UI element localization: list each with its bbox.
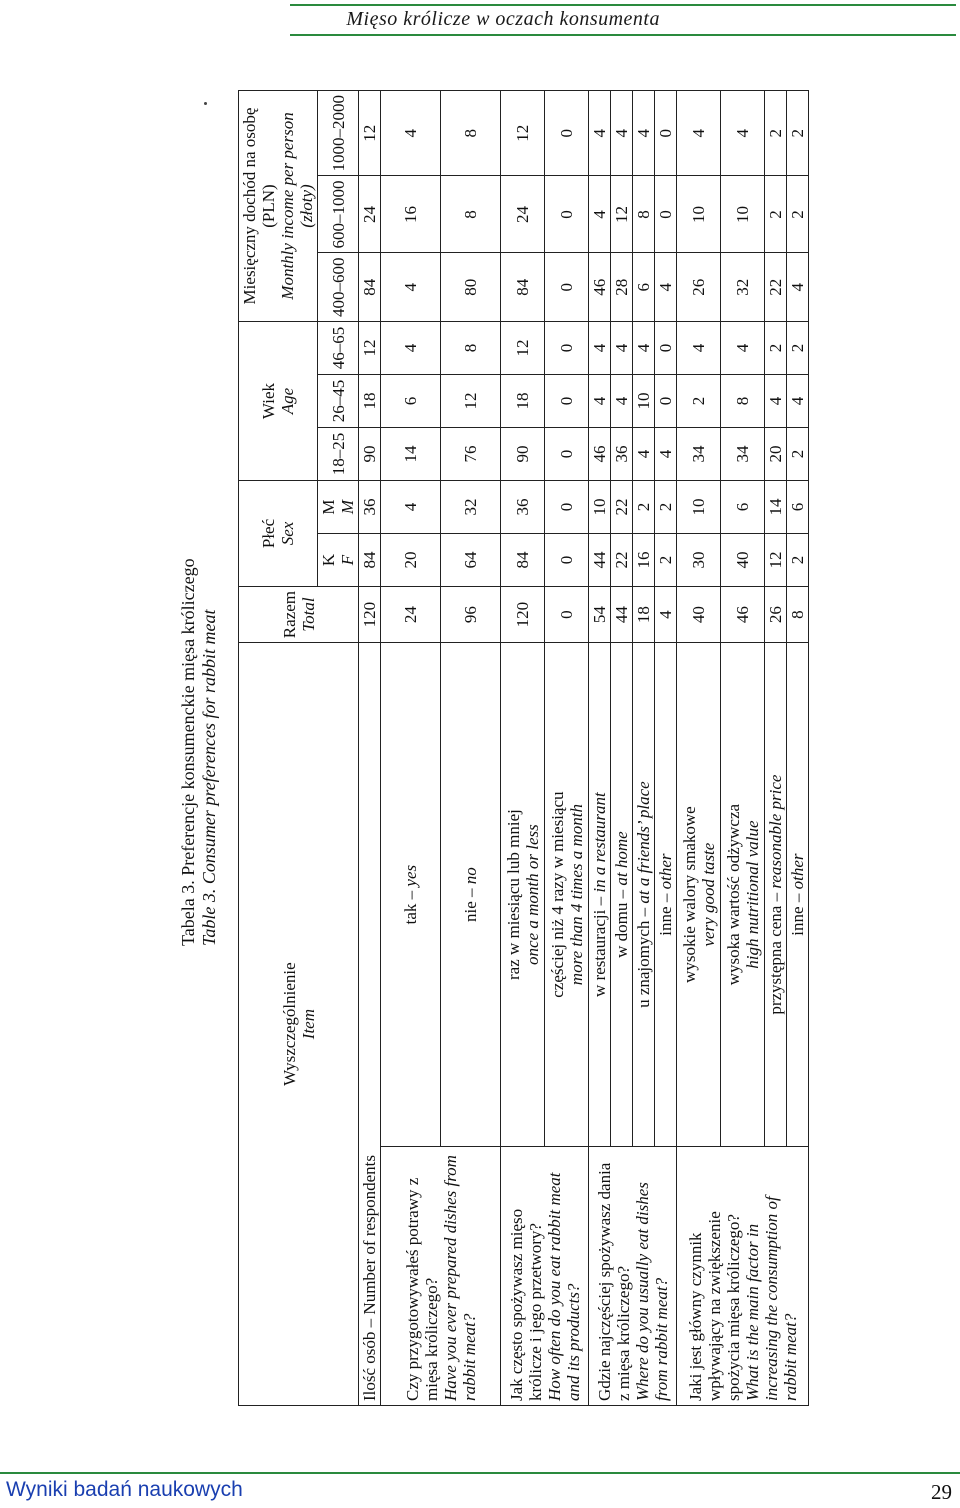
table-cell: 120 bbox=[359, 587, 381, 643]
table-cell: 14 bbox=[765, 481, 787, 534]
table-cell: 44 bbox=[589, 534, 611, 587]
table-cell: 16 bbox=[381, 176, 441, 253]
answer-pl: tak – bbox=[401, 886, 420, 925]
table-cell: 84 bbox=[501, 253, 545, 322]
question-2-en: How often do you eat rabbit meat and its products? bbox=[544, 1172, 583, 1401]
table-cell: 26 bbox=[765, 587, 787, 643]
answer-pl: w domu – bbox=[612, 885, 631, 958]
table-cell: 12 bbox=[501, 322, 545, 375]
rotated-table-region bbox=[170, 90, 807, 1406]
question-3 bbox=[589, 1147, 677, 1406]
table-cell: 36 bbox=[501, 481, 545, 534]
table-cell: 2 bbox=[787, 322, 809, 375]
table-cell: 4 bbox=[787, 253, 809, 322]
question-1 bbox=[381, 1147, 501, 1406]
table-cell: 28 bbox=[611, 253, 633, 322]
answer-label bbox=[633, 643, 655, 1147]
answer-label bbox=[589, 643, 611, 1147]
sex-m-header bbox=[318, 481, 359, 534]
table-cell: 0 bbox=[545, 428, 589, 481]
table-cell: 4 bbox=[589, 91, 611, 177]
answer-en: at home bbox=[612, 831, 631, 886]
table-cell: 4 bbox=[589, 375, 611, 428]
answer-label bbox=[677, 643, 721, 1147]
table-cell: 22 bbox=[765, 253, 787, 322]
table-cell: 44 bbox=[611, 587, 633, 643]
table-cell: 22 bbox=[611, 481, 633, 534]
table-cell: 4 bbox=[381, 481, 441, 534]
table-row bbox=[359, 91, 381, 1406]
question-4-en: What is the main factor in increasing the consumption of rabbit meat? bbox=[742, 1196, 800, 1401]
answer-pl: częściej niż 4 razy w miesiącu bbox=[547, 791, 567, 998]
table-cell: 4 bbox=[633, 428, 655, 481]
table-row bbox=[381, 91, 441, 1406]
table-cell: 0 bbox=[545, 91, 589, 177]
answer-pl: wysoka wartość odżywcza bbox=[723, 803, 743, 986]
answer-label bbox=[501, 643, 545, 1147]
table-cell: 96 bbox=[441, 587, 501, 643]
table-cell: 90 bbox=[501, 428, 545, 481]
table-cell: 4 bbox=[381, 322, 441, 375]
table-cell: 4 bbox=[611, 91, 633, 177]
page-number: 29 bbox=[931, 1480, 952, 1504]
respondents-label: Ilość osób – Number of respondents bbox=[359, 643, 381, 1406]
sex-header bbox=[239, 481, 318, 587]
table-cell: 0 bbox=[545, 253, 589, 322]
age-header-pl: Wiek bbox=[259, 382, 278, 420]
table-cell: 4 bbox=[381, 253, 441, 322]
table-cell: 120 bbox=[501, 587, 545, 643]
table-cell: 0 bbox=[545, 587, 589, 643]
answer-en: high nutritional value bbox=[742, 820, 762, 969]
table-cell: 18 bbox=[359, 375, 381, 428]
table-cell: 4 bbox=[787, 375, 809, 428]
caption-pl: Tabela 3. Preferencje konsumenckie mięsa króliczego bbox=[178, 558, 198, 946]
age-header-en: Age bbox=[278, 387, 297, 415]
answer-en: at a friends’ place bbox=[634, 781, 653, 904]
header-row-1 bbox=[239, 91, 318, 1406]
table-cell: 4 bbox=[381, 91, 441, 177]
table-cell: 4 bbox=[655, 253, 677, 322]
total-header bbox=[239, 587, 359, 643]
table-cell: 8 bbox=[721, 375, 765, 428]
answer-en: reasonable price bbox=[766, 774, 785, 889]
answer-label bbox=[441, 643, 501, 1147]
sex-m-en-label: M bbox=[338, 499, 357, 515]
item-header-en: Item bbox=[298, 1009, 318, 1040]
table-cell: 46 bbox=[589, 428, 611, 481]
table-cell: 4 bbox=[655, 587, 677, 643]
table-cell: 2 bbox=[787, 176, 809, 253]
question-3-en: Where do you usually eat dishes from rabbit meat? bbox=[632, 1182, 671, 1401]
table-cell: 4 bbox=[677, 91, 721, 177]
table-cell: 76 bbox=[441, 428, 501, 481]
table-cell: 0 bbox=[545, 534, 589, 587]
question-2-pl: Jak często spożywasz mięso królicze i jego przetwory? bbox=[506, 1208, 545, 1401]
table-cell: 34 bbox=[677, 428, 721, 481]
table-cell: 84 bbox=[359, 253, 381, 322]
table-cell: 6 bbox=[381, 375, 441, 428]
answer-en: more than 4 times a month bbox=[566, 804, 586, 986]
answer-label bbox=[655, 643, 677, 1147]
age-group-header: 46–65 bbox=[318, 322, 359, 375]
table-cell: 10 bbox=[721, 176, 765, 253]
table-cell: 16 bbox=[633, 534, 655, 587]
table-cell: 10 bbox=[633, 375, 655, 428]
answer-en: yes bbox=[401, 864, 420, 887]
table-cell: 36 bbox=[359, 481, 381, 534]
question-1-en: Have you ever prepared dishes from rabbit meat? bbox=[440, 1155, 479, 1401]
sex-header-en: Sex bbox=[278, 521, 297, 546]
table-cell: 12 bbox=[359, 91, 381, 177]
table-cell: 84 bbox=[359, 534, 381, 587]
income-group-header: 600–1000 bbox=[318, 176, 359, 253]
table-cell: 24 bbox=[381, 587, 441, 643]
table-cell: 80 bbox=[441, 253, 501, 322]
table-cell: 46 bbox=[721, 587, 765, 643]
sex-k-label: K bbox=[319, 553, 338, 567]
table-cell: 12 bbox=[359, 322, 381, 375]
top-rule bbox=[290, 34, 956, 36]
answer-pl: raz w miesiącu lub mniej bbox=[503, 809, 523, 981]
age-header bbox=[239, 322, 318, 481]
income-header-pl: Miesięczny dochód na osobę (PLN) bbox=[240, 107, 278, 305]
question-2 bbox=[501, 1147, 589, 1406]
table-cell: 12 bbox=[611, 176, 633, 253]
sex-m-label: M bbox=[319, 499, 338, 515]
answer-label bbox=[545, 643, 589, 1147]
table-cell: 2 bbox=[655, 481, 677, 534]
table-cell: 0 bbox=[655, 322, 677, 375]
table-cell: 10 bbox=[677, 481, 721, 534]
table-cell: 4 bbox=[589, 176, 611, 253]
caption-en: Table 3. Consumer preferences for rabbit meat bbox=[199, 609, 219, 946]
table-cell: 10 bbox=[589, 481, 611, 534]
table-cell: 2 bbox=[765, 176, 787, 253]
table-cell: 8 bbox=[441, 176, 501, 253]
table-cell: 4 bbox=[589, 322, 611, 375]
table-cell: 4 bbox=[721, 91, 765, 177]
answer-label bbox=[611, 643, 633, 1147]
table-cell: 0 bbox=[655, 375, 677, 428]
table-cell: 8 bbox=[633, 176, 655, 253]
table-cell: 20 bbox=[765, 428, 787, 481]
table-cell: 10 bbox=[677, 176, 721, 253]
table-cell: 46 bbox=[589, 253, 611, 322]
running-head: Mięso królicze w oczach konsumenta bbox=[346, 8, 660, 30]
table-cell: 84 bbox=[501, 534, 545, 587]
table-cell: 12 bbox=[501, 91, 545, 177]
table-cell: 2 bbox=[765, 322, 787, 375]
question-1-pl: Czy przygotowywałeś potrawy z mięsa króliczego? bbox=[402, 1177, 441, 1401]
table-cell: 2 bbox=[787, 534, 809, 587]
answer-pl: nie – bbox=[461, 884, 480, 922]
table-cell: 6 bbox=[721, 481, 765, 534]
answer-label bbox=[721, 643, 765, 1147]
total-header-en: Total bbox=[298, 597, 318, 632]
answer-pl: w restauracji – bbox=[590, 892, 609, 997]
table-cell: 24 bbox=[501, 176, 545, 253]
table-cell: 30 bbox=[677, 534, 721, 587]
table-cell: 0 bbox=[545, 322, 589, 375]
table-cell: 0 bbox=[655, 91, 677, 177]
answer-pl: inne – bbox=[788, 889, 807, 936]
answer-pl: przystępna cena – bbox=[766, 888, 785, 1015]
table-cell: 4 bbox=[655, 428, 677, 481]
answer-pl: inne – bbox=[656, 889, 675, 936]
table-cell: 32 bbox=[441, 481, 501, 534]
table-cell: 2 bbox=[655, 534, 677, 587]
table-cell: 2 bbox=[787, 428, 809, 481]
income-header bbox=[239, 91, 318, 322]
income-group-header: 1000–2000 bbox=[318, 91, 359, 177]
answer-label bbox=[765, 643, 787, 1147]
table-cell: 2 bbox=[633, 481, 655, 534]
table-cell: 64 bbox=[441, 534, 501, 587]
age-group-header: 26–45 bbox=[318, 375, 359, 428]
table-cell: 4 bbox=[765, 375, 787, 428]
answer-label bbox=[787, 643, 809, 1147]
table-cell: 4 bbox=[633, 91, 655, 177]
table-cell: 8 bbox=[441, 91, 501, 177]
income-header-en: Monthly income per person (złoty) bbox=[278, 112, 316, 300]
table-cell: 0 bbox=[545, 481, 589, 534]
answer-pl: wysokie walory smakowe bbox=[679, 806, 699, 983]
table-cell: 36 bbox=[611, 428, 633, 481]
table-cell: 14 bbox=[381, 428, 441, 481]
preferences-table bbox=[238, 90, 809, 1406]
table-cell: 2 bbox=[677, 375, 721, 428]
table-row bbox=[501, 91, 545, 1406]
table-cell: 32 bbox=[721, 253, 765, 322]
table-cell: 54 bbox=[589, 587, 611, 643]
question-3-pl: Gdzie najczęściej spożywasz dania z mięsa króliczego? bbox=[594, 1162, 633, 1401]
bottom-rule bbox=[0, 1472, 960, 1474]
table-cell: 22 bbox=[611, 534, 633, 587]
table-cell: 4 bbox=[611, 375, 633, 428]
question-4 bbox=[677, 1147, 809, 1406]
answer-en: very good taste bbox=[698, 842, 718, 947]
top-rule-upper bbox=[290, 4, 956, 6]
item-header bbox=[239, 643, 359, 1406]
table-cell: 26 bbox=[677, 253, 721, 322]
table-cell: 8 bbox=[787, 587, 809, 643]
answer-en: no bbox=[461, 867, 480, 885]
table-cell: 12 bbox=[765, 534, 787, 587]
answer-en: other bbox=[788, 853, 807, 890]
table-cell: 40 bbox=[721, 534, 765, 587]
answer-en: in a restaurant bbox=[590, 792, 609, 893]
table-cell: 0 bbox=[655, 176, 677, 253]
total-header-pl: Razem bbox=[279, 591, 299, 639]
footer-section-title: Wyniki badań naukowych bbox=[6, 1478, 243, 1501]
table-caption bbox=[178, 558, 220, 946]
table-cell: 8 bbox=[441, 322, 501, 375]
answer-pl: u znajomych – bbox=[634, 903, 653, 1008]
table-cell: 18 bbox=[501, 375, 545, 428]
table-cell: 2 bbox=[787, 91, 809, 177]
table-cell: 6 bbox=[787, 481, 809, 534]
table-cell: 20 bbox=[381, 534, 441, 587]
table-cell: 24 bbox=[359, 176, 381, 253]
table-cell: 18 bbox=[633, 587, 655, 643]
sex-k-header bbox=[318, 534, 359, 587]
sex-f-label: F bbox=[338, 554, 357, 566]
table-row bbox=[677, 91, 721, 1406]
question-4-pl: Jaki jest główny czynnik wpływający na zwiększenie spożycia mięsa króliczego? bbox=[685, 1211, 743, 1401]
table-cell: 2 bbox=[765, 91, 787, 177]
table-cell: 0 bbox=[545, 176, 589, 253]
income-group-header: 400–600 bbox=[318, 253, 359, 322]
answer-en: other bbox=[656, 853, 675, 890]
answer-label bbox=[381, 643, 441, 1147]
table-row bbox=[589, 91, 611, 1406]
table-cell: 4 bbox=[721, 322, 765, 375]
table-cell: 90 bbox=[359, 428, 381, 481]
answer-en: once a month or less bbox=[522, 824, 542, 965]
table-cell: 34 bbox=[721, 428, 765, 481]
table-cell: 4 bbox=[611, 322, 633, 375]
table-cell: 12 bbox=[441, 375, 501, 428]
age-group-header: 18–25 bbox=[318, 428, 359, 481]
table-cell: 0 bbox=[545, 375, 589, 428]
sex-header-pl: Płeć bbox=[259, 518, 278, 549]
table-cell: 4 bbox=[677, 322, 721, 375]
table-cell: 6 bbox=[633, 253, 655, 322]
table-cell: 4 bbox=[633, 322, 655, 375]
item-header-pl: Wyszczególnienie bbox=[279, 962, 299, 1086]
table-cell: 40 bbox=[677, 587, 721, 643]
